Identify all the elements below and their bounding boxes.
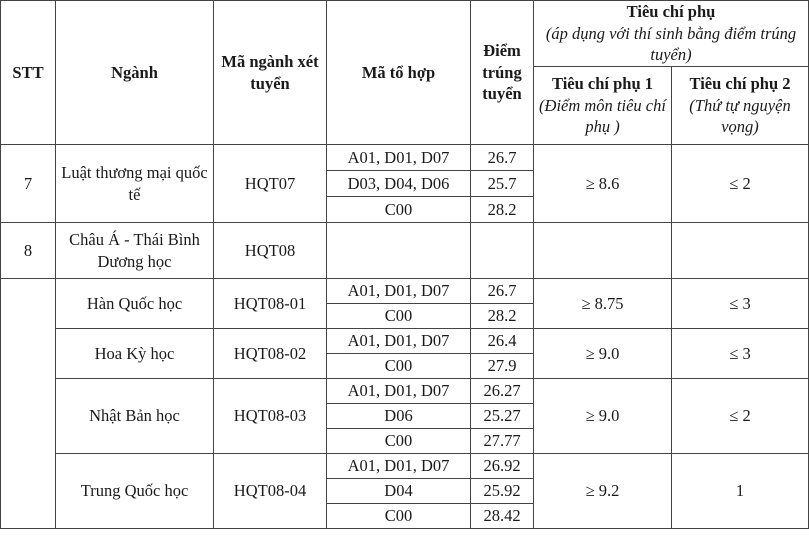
header-tieu-chi-phu: [534, 1, 809, 67]
cell-combo: A01, D01, D07: [327, 145, 471, 171]
cell-combo-empty: [327, 223, 471, 279]
header-diem: Điểm trúng tuyển: [471, 1, 534, 145]
cell-score: 28.42: [471, 504, 534, 529]
cell-combo: A01, D01, D07: [327, 279, 471, 304]
table-row: [1, 279, 809, 304]
cell-nganh: Châu Á - Thái Bình Dương học: [56, 223, 214, 279]
cell-combo: D06: [327, 404, 471, 429]
header-ma-nganh: Mã ngành xét tuyển: [214, 1, 327, 145]
cell-score: 26.27: [471, 379, 534, 404]
header-tcp1: [534, 67, 672, 145]
header-tcp2: [672, 67, 809, 145]
cell-ma-nganh: HQT08-02: [214, 329, 327, 379]
cell-ma-nganh: HQT08-01: [214, 279, 327, 329]
cell-tcp2-empty: [672, 223, 809, 279]
cell-combo: A01, D01, D07: [327, 379, 471, 404]
cell-score: 26.92: [471, 454, 534, 479]
cell-score: 27.77: [471, 429, 534, 454]
table-row: [1, 329, 809, 354]
cell-combo: C00: [327, 197, 471, 223]
cell-combo: C00: [327, 504, 471, 529]
cell-score: 28.2: [471, 197, 534, 223]
cell-tcp1: ≥ 8.75: [534, 279, 672, 329]
cell-score: 27.9: [471, 354, 534, 379]
cell-stt: 7: [1, 145, 56, 223]
header-tcp2-note: (Thứ tự nguyện vọng): [689, 95, 791, 137]
cell-nganh: Hoa Kỳ học: [56, 329, 214, 379]
cell-stt-empty: [1, 279, 56, 529]
header-stt: STT: [1, 1, 56, 145]
cell-score: 25.27: [471, 404, 534, 429]
cell-tcp1: ≥ 8.6: [534, 145, 672, 223]
cell-combo: A01, D01, D07: [327, 454, 471, 479]
cell-score: 25.92: [471, 479, 534, 504]
cell-score: 26.7: [471, 279, 534, 304]
cell-ma-nganh: HQT08-04: [214, 454, 327, 529]
cell-nganh: Hàn Quốc học: [56, 279, 214, 329]
table-row: [1, 223, 809, 279]
cell-nganh: Luật thương mại quốc tế: [56, 145, 214, 223]
cell-score: 26.4: [471, 329, 534, 354]
cell-nganh: Nhật Bản học: [56, 379, 214, 454]
cell-tcp2: 1: [672, 454, 809, 529]
cell-combo: D04: [327, 479, 471, 504]
header-tcp1-note: (Điểm môn tiêu chí phụ ): [539, 95, 666, 137]
header-ma-to-hop: Mã tổ hợp: [327, 1, 471, 145]
cell-stt: 8: [1, 223, 56, 279]
cell-tcp2: ≤ 3: [672, 329, 809, 379]
cell-score: 28.2: [471, 304, 534, 329]
cell-ma-nganh: HQT08-03: [214, 379, 327, 454]
cell-combo: C00: [327, 429, 471, 454]
header-nganh: Ngành: [56, 1, 214, 145]
table-row: [1, 145, 809, 171]
cell-tcp2: ≤ 3: [672, 279, 809, 329]
header-tcp2-title: Tiêu chí phụ 2: [689, 74, 791, 94]
cell-nganh: Trung Quốc học: [56, 454, 214, 529]
header-tieu-chi-phu-title: Tiêu chí phụ: [626, 2, 716, 22]
cell-ma-nganh: HQT08: [214, 223, 327, 279]
table-row: [1, 454, 809, 479]
cell-combo: C00: [327, 354, 471, 379]
cell-score: 25.7: [471, 171, 534, 197]
header-tieu-chi-phu-note: (áp dụng với thí sinh bằng điểm trúng tuyển): [545, 23, 797, 65]
cell-score-empty: [471, 223, 534, 279]
table-row: [1, 379, 809, 404]
cell-tcp1-empty: [534, 223, 672, 279]
cell-combo: D03, D04, D06: [327, 171, 471, 197]
cell-score: 26.7: [471, 145, 534, 171]
cell-ma-nganh: HQT07: [214, 145, 327, 223]
cell-combo: C00: [327, 304, 471, 329]
header-tcp1-title: Tiêu chí phụ 1: [551, 74, 654, 94]
cell-tcp1: ≥ 9.0: [534, 379, 672, 454]
cell-tcp2: ≤ 2: [672, 145, 809, 223]
cell-combo: A01, D01, D07: [327, 329, 471, 354]
cell-tcp1: ≥ 9.2: [534, 454, 672, 529]
cell-tcp1: ≥ 9.0: [534, 329, 672, 379]
cell-tcp2: ≤ 2: [672, 379, 809, 454]
